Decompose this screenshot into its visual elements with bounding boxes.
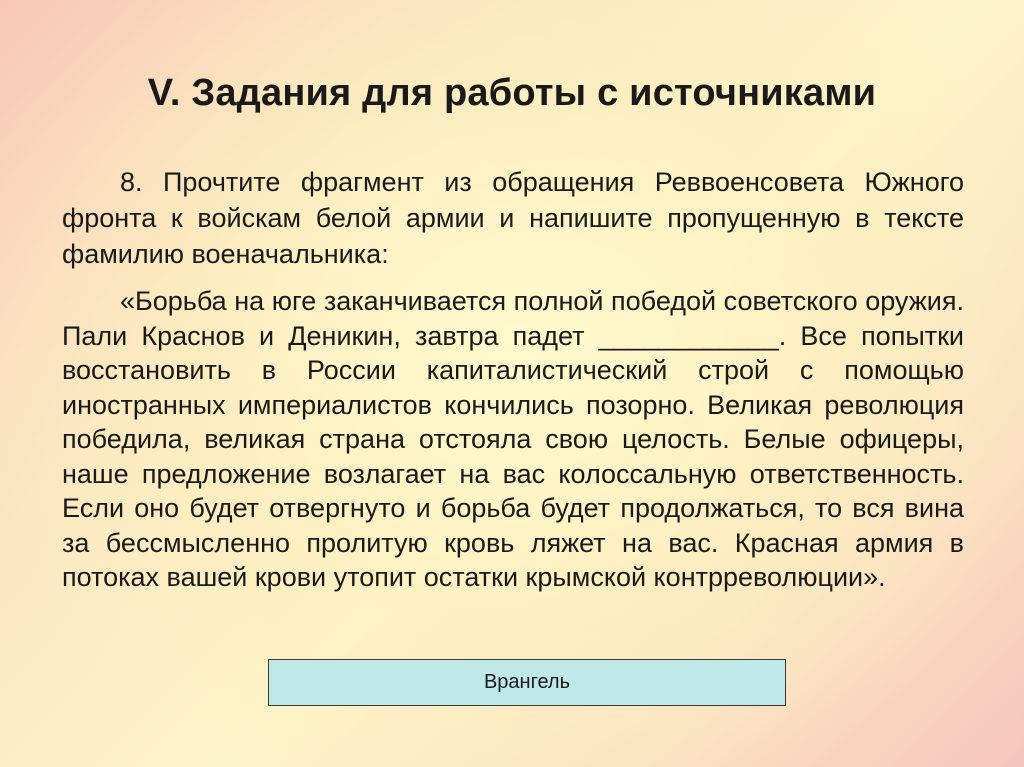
task-instruction: 8. Прочтите фрагмент из обращения Реввоенсовета Южного фронта к войскам белой армии и напишите пропущенную в тексте фамилию военачальника: [62, 167, 964, 269]
answer-label: Врангель [483, 671, 571, 693]
slide-title: V. Задания для работы с источниками [147, 72, 877, 114]
source-quote: «Борьба на юге заканчивается полной победой советского оружия. Пали Краснов и Деникин, завтра падет ____________. Все попытки восстановить в России капиталистический строй с помощью иностранных империалистов кончились позорно. Великая революция победила, великая страна отстояла свою целость. Белые офицеры, наше предложение возлагает на вас колоссальную ответственность. Если оно будет отвергнуто и борьба будет продолжаться, то вся вина за бессмысленно пролитую кровь ляжет на вас. Красная армия в потоках вашей крови утопит остатки крымской контрреволюции». [62, 286, 964, 592]
answer-button[interactable] [268, 659, 786, 706]
